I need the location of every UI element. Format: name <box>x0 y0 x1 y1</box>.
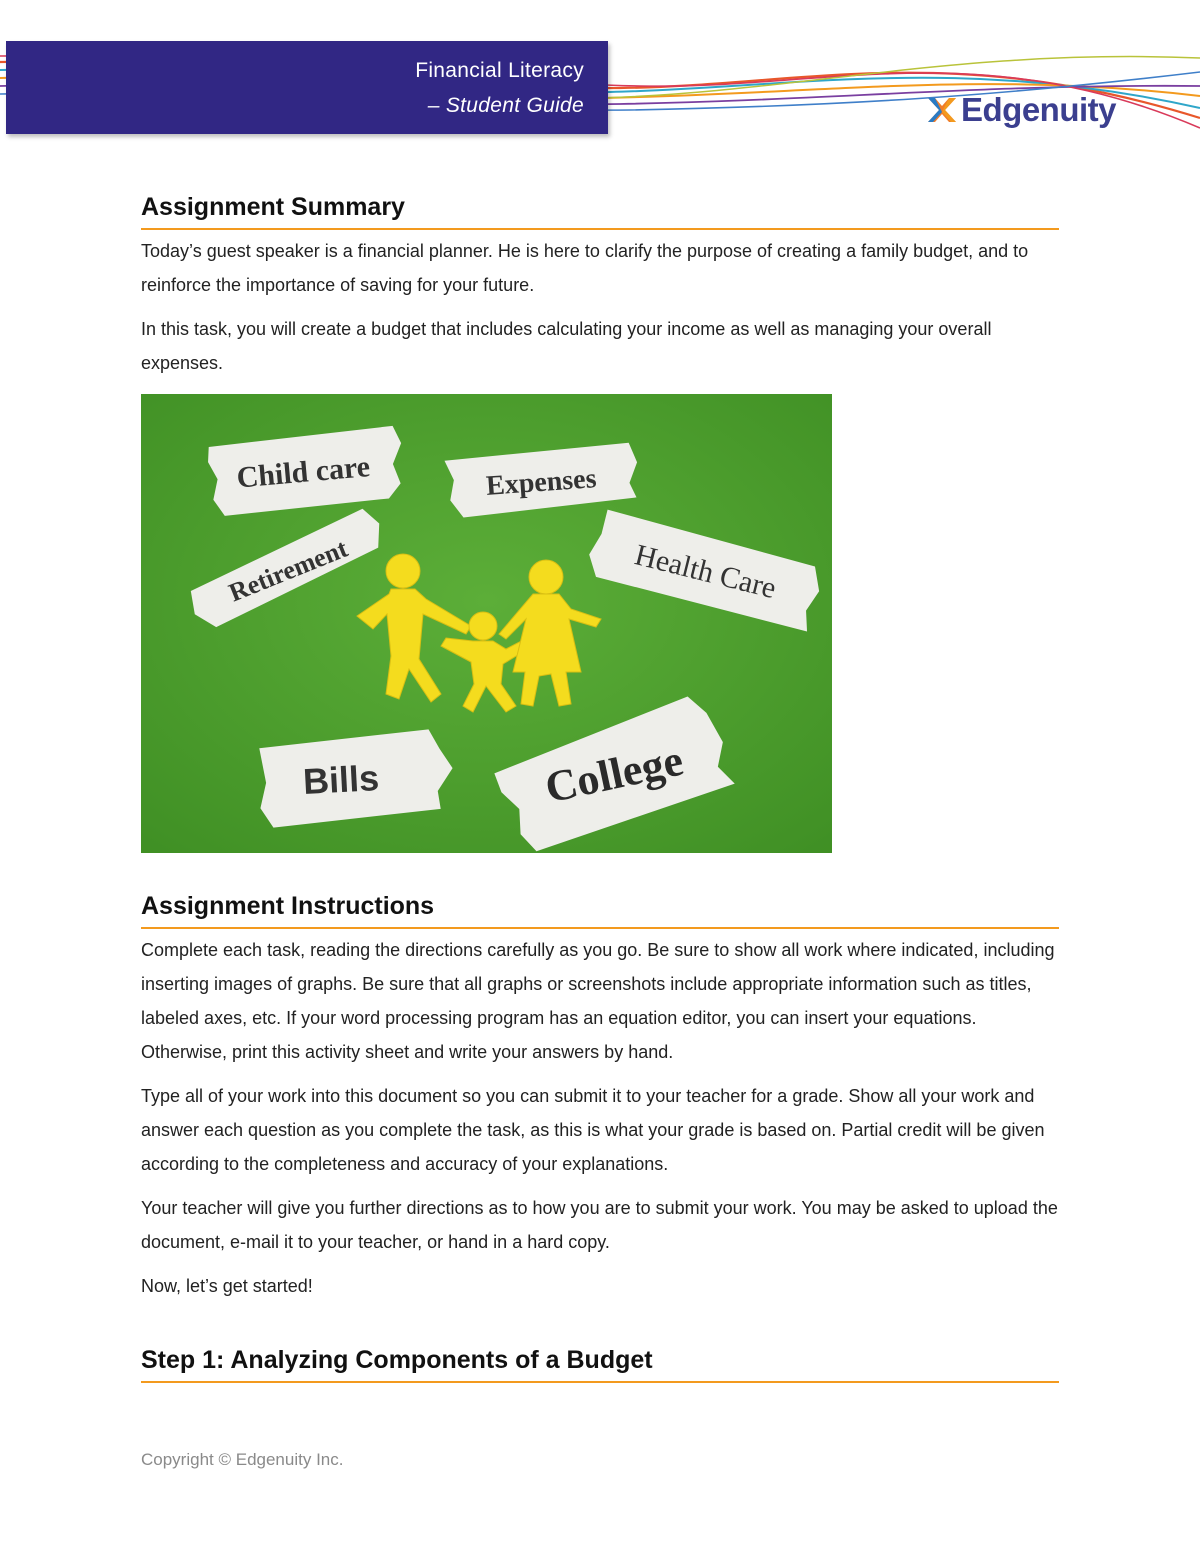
family-budget-photo <box>141 394 832 853</box>
copyright-footer: Copyright © Edgenuity Inc. <box>141 1450 344 1469</box>
section-heading-step-1: Step 1: Analyzing Components of a Budget <box>141 1343 1059 1383</box>
document-body <box>141 190 1059 1383</box>
edgenuity-logo <box>925 90 1116 130</box>
summary-paragraph: Today’s guest speaker is a financial planner. He is here to clarify the purpose of creating a family budget, and to reinforce the importance of saving for your future. <box>141 241 1029 295</box>
instructions-paragraph: Your teacher will give you further directions as to how you are to submit your work. You may be asked to upload the document, e-mail it to your teacher, or hand in a hard copy. <box>141 1198 1058 1252</box>
instructions-paragraph: Complete each task, reading the directions carefully as you go. Be sure to show all work where indicated, including inserting images of graphs. Be sure that all graphs or screenshots include appropriate information such as titles, labeled axes, etc. If your word processing program has an equation editor, you can insert your equations. Otherwise, print this activity sheet and write your answers by hand. <box>141 940 1055 1062</box>
document-subtitle: – Student Guide <box>427 94 584 117</box>
document-title: Financial Literacy <box>415 59 584 82</box>
photo-word-retirement: Retirement <box>224 533 352 608</box>
title-banner <box>6 41 608 134</box>
photo-word-child-care: Child care <box>235 450 372 495</box>
instructions-paragraph: Type all of your work into this document so you can submit it to your teacher for a grade. Show all your work and answer each question as you complete the task, as this is what your grade is based on. Partial credit will be given according to the completeness and accuracy of your explanations. <box>141 1086 1045 1174</box>
photo-word-bills: Bills <box>301 757 381 802</box>
section-heading-summary: Assignment Summary <box>141 190 1059 230</box>
instructions-paragraph: Now, let’s get started! <box>141 1276 313 1296</box>
logo-text: Edgenuity <box>961 91 1117 128</box>
summary-paragraph: In this task, you will create a budget that includes calculating your income as well as managing your overall expenses. <box>141 319 992 373</box>
section-heading-instructions: Assignment Instructions <box>141 889 1059 929</box>
photo-word-expenses: Expenses <box>485 463 598 502</box>
photo-word-health-care: Health Care <box>631 538 780 606</box>
edgenuity-x-logo-icon <box>925 93 959 127</box>
photo-word-college: College <box>540 735 688 813</box>
page-header <box>0 0 1200 150</box>
